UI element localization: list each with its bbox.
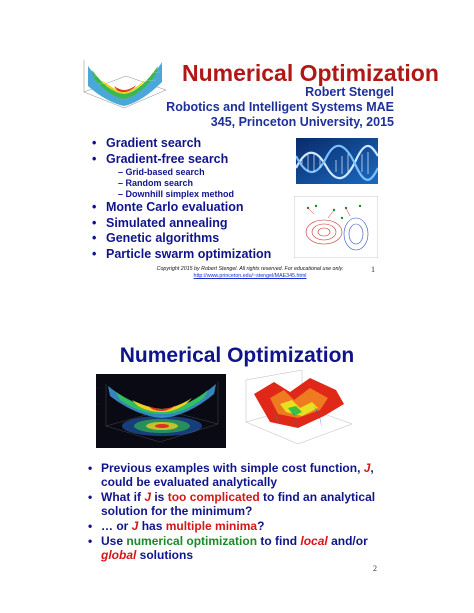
author-block bbox=[166, 85, 394, 130]
page-number-1: 1 bbox=[371, 265, 375, 274]
svg-text:.: . bbox=[98, 385, 99, 389]
author-affiliation-line-1: Robotics and Intelligent Systems MAE bbox=[166, 100, 394, 114]
sub-bullet-random-search: – Random search bbox=[118, 178, 194, 188]
sub-bullet-downhill-simplex: – Downhill simplex method bbox=[118, 189, 235, 199]
slide-1-bullet-list bbox=[92, 136, 271, 262]
dna-helix-figure bbox=[296, 138, 378, 184]
bullet-gradient-free-search: • Gradient-free search bbox=[92, 151, 229, 166]
bullet-monte-carlo: • Monte Carlo evaluation bbox=[92, 200, 244, 214]
bullet-particle-swarm: • Particle swarm optimization bbox=[92, 246, 272, 261]
author-name: Robert Stengel bbox=[305, 85, 394, 99]
contour-plot-figure bbox=[294, 196, 378, 258]
slide-2-bullet-list bbox=[88, 461, 375, 563]
slide-2 bbox=[0, 306, 474, 613]
sub-bullet-grid-based: – Grid-based search bbox=[118, 167, 205, 177]
slide-1 bbox=[0, 0, 474, 300]
slide-2-title: Numerical Optimization bbox=[119, 344, 355, 367]
bullet-genetic-algorithms: • Genetic algorithms bbox=[92, 231, 220, 245]
bullet-use-numerical-optimization: • Use numerical optimization to find local and/or global solutions bbox=[88, 534, 368, 562]
author-affiliation-line-2: 345, Princeton University, 2015 bbox=[210, 115, 394, 129]
svg-text:.: . bbox=[98, 401, 99, 405]
slide-1-title: Numerical Optimization bbox=[182, 60, 439, 86]
multi-minima-surface-figure bbox=[240, 370, 356, 454]
copyright-notice bbox=[135, 266, 365, 280]
bullet-multiple-minima: • … or J has multiple minima? bbox=[88, 519, 265, 533]
copyright-text: Copyright 2015 by Robert Stengel. All rights reserved. For educational use only. bbox=[156, 266, 344, 272]
bullet-too-complicated: • What if J is too complicated to find an analytical solution for the minimum? bbox=[88, 490, 376, 518]
surface-plot-figure bbox=[78, 52, 170, 118]
page-number-2: 2 bbox=[373, 564, 377, 573]
bowl-surface-figure bbox=[96, 374, 226, 448]
bullet-gradient-search: • Gradient search bbox=[92, 136, 202, 150]
course-url-link[interactable]: http://www.princeton.edu/~stengel/MAE345.html bbox=[193, 273, 307, 279]
bullet-simulated-annealing: • Simulated annealing bbox=[92, 215, 228, 230]
bullet-previous-examples: • Previous examples with simple cost function, J, could be evaluated analytically bbox=[88, 461, 374, 489]
